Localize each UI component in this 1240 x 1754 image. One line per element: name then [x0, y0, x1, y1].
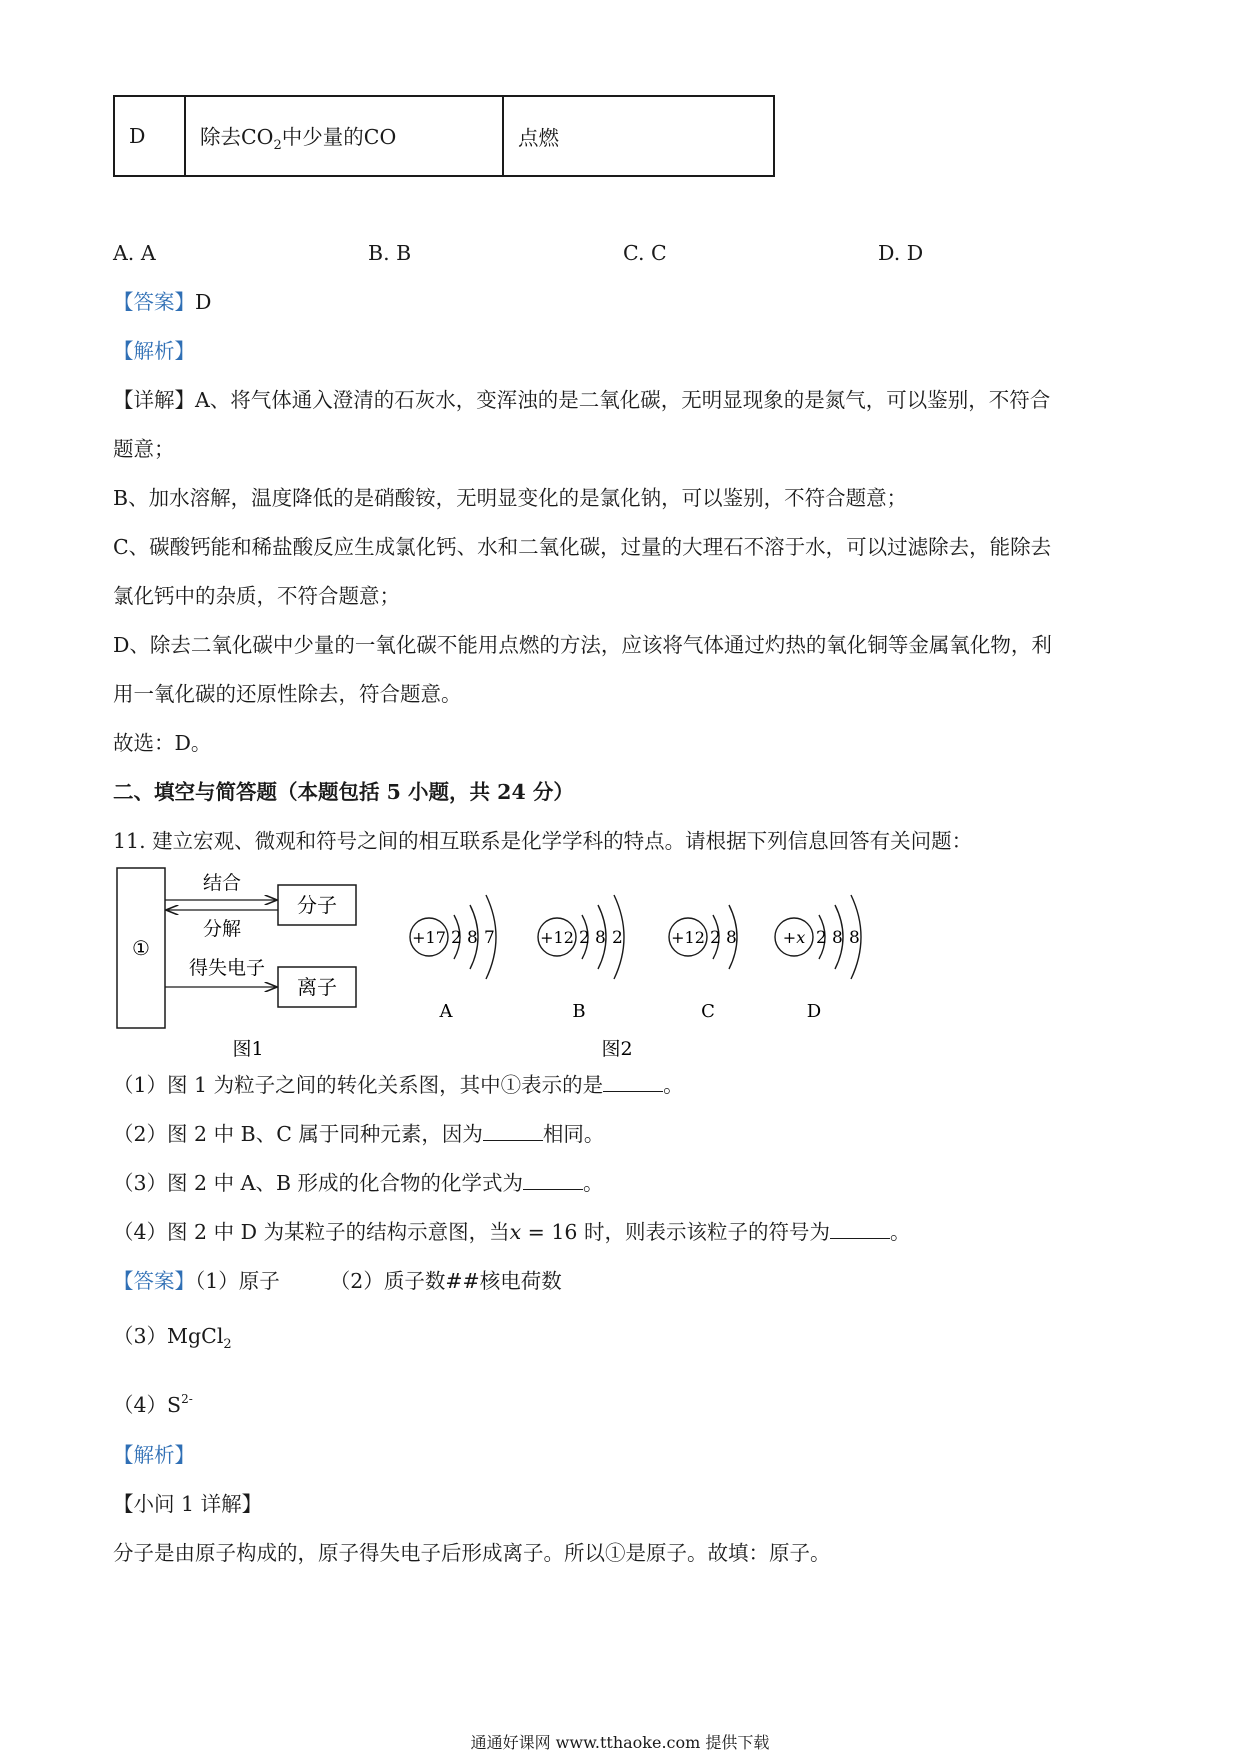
gain-lose-label: 得失电子 [188, 957, 266, 979]
q11-sub3: （3）图 2 中 A、B 形成的化合物的化学式为 。 [113, 1171, 604, 1195]
q11-analysis-tag: 【解析】 [113, 1443, 195, 1467]
nucleus-charge: +17 [412, 928, 446, 947]
atom-label: B [572, 1001, 586, 1022]
q11-sub1: （1）图 1 为粒子之间的转化关系图，其中①表示的是 。 [113, 1073, 684, 1097]
electron-count: 2 [612, 928, 623, 948]
figure-2 [410, 895, 861, 1060]
q10-detail-line-1: 【详解】A、将气体通入澄清的石灰水，变浑浊的是二氧化碳，无明显现象的是氮气，可以鉴别，不符合 [113, 388, 1051, 412]
electron-count: 2 [816, 928, 827, 948]
q10-answer: 【答案】D [113, 290, 212, 314]
answer-blank[interactable] [830, 1220, 890, 1239]
nucleus-charge: +x [782, 928, 806, 947]
options-table [113, 95, 775, 177]
fig1-caption: 图1 [232, 1038, 264, 1060]
q10-conclusion: 故选：D。 [113, 731, 212, 755]
q11-small1-text: 分子是由原子构成的，原子得失电子后形成离子。所以①是原子。故填：原子。 [113, 1541, 831, 1565]
q11-stem: 11. 建立宏观、微观和符号之间的相互联系是化学学科的特点。请根据下列信息回答有关问题： [113, 829, 973, 853]
choice-c: C. C [623, 241, 667, 265]
atom-a-diagram [410, 895, 496, 1022]
answer-blank[interactable] [523, 1171, 583, 1190]
atom-label: A [439, 1001, 453, 1022]
answer-blank[interactable] [603, 1073, 663, 1092]
answer-blank[interactable] [483, 1122, 543, 1141]
choice-b: B. B [368, 241, 412, 265]
electron-count: 2 [710, 928, 721, 948]
electron-count: 8 [849, 928, 860, 948]
atom-c-diagram [669, 905, 737, 1022]
q10-analysis-tag: 【解析】 [113, 339, 195, 363]
atom-d-diagram [775, 895, 861, 1022]
nucleus-charge: +12 [540, 928, 574, 947]
electron-count: 7 [484, 928, 495, 948]
task-cell: 除去$CO_2$中少量的CO [185, 96, 503, 176]
q10-detail-line-4: C、碳酸钙能和稀盐酸反应生成氯化钙、水和二氧化碳，过量的大理石不溶于水，可以过滤除去，能除去 [113, 535, 1052, 559]
decompose-label: 分解 [202, 918, 242, 940]
q10-detail-line-2: 题意； [113, 437, 175, 461]
q10-detail-line-3: B、加水溶解，温度降低的是硝酸铵，无明显变化的是氯化钠，可以鉴别，不符合题意； [113, 486, 908, 510]
circle-one-label: ① [132, 936, 150, 960]
electron-count: 8 [832, 928, 843, 948]
atom-label: D [806, 1001, 822, 1022]
q11-answer-line: 【答案】（1）原子 （2）质子数##核电荷数 [113, 1269, 562, 1293]
q11-sub2: （2）图 2 中 B、C 属于同种元素，因为 相同。 [113, 1122, 605, 1146]
combine-label: 结合 [202, 872, 242, 894]
atom-b-diagram [538, 895, 624, 1022]
q10-detail-line-7: 用一氧化碳的还原性除去，符合题意。 [113, 682, 462, 706]
electron-count: 8 [726, 928, 737, 948]
choice-a: A. A [113, 241, 156, 265]
choice-d: D. D [878, 241, 924, 265]
q11-answer-3: （3）MgCl$_2$ [113, 1324, 232, 1352]
method-cell: 点燃 [503, 96, 774, 176]
atom-label: C [701, 1001, 715, 1022]
option-cell: D [114, 96, 185, 176]
q11-answer-4: $(4)S^{2-}$ [113, 1392, 193, 1417]
electron-count: 2 [451, 928, 462, 948]
fig2-caption: 图2 [601, 1038, 633, 1060]
page-footer: 通通好课网 www.tthaoke.com 提供下载 [470, 1733, 770, 1752]
electron-count: 8 [467, 928, 478, 948]
q10-detail-line-6: D、除去二氧化碳中少量的一氧化碳不能用点燃的方法，应该将气体通过灼热的氧化铜等金属氧化物，利 [113, 633, 1052, 657]
q10-detail-line-5: 氯化钙中的杂质，不符合题意； [113, 584, 400, 608]
nucleus-charge: +12 [671, 928, 705, 947]
section-heading: 二、填空与简答题（本题包括 5 小题，共 24 分） [113, 780, 574, 804]
q11-small1-tag: 【小问 1 详解】 [113, 1492, 263, 1516]
q11-sub4: （4）图 2 中 D 为某粒子的结构示意图，当x = 16 时，则表示该粒子的符号为 。 [113, 1220, 911, 1244]
electron-count: 8 [595, 928, 606, 948]
figure-1 [117, 868, 356, 1060]
electron-count: 2 [579, 928, 590, 948]
table-row [114, 96, 774, 176]
q11-figures [0, 860, 1240, 1070]
molecule-label: 分子 [297, 893, 337, 917]
ion-label: 离子 [297, 975, 337, 999]
